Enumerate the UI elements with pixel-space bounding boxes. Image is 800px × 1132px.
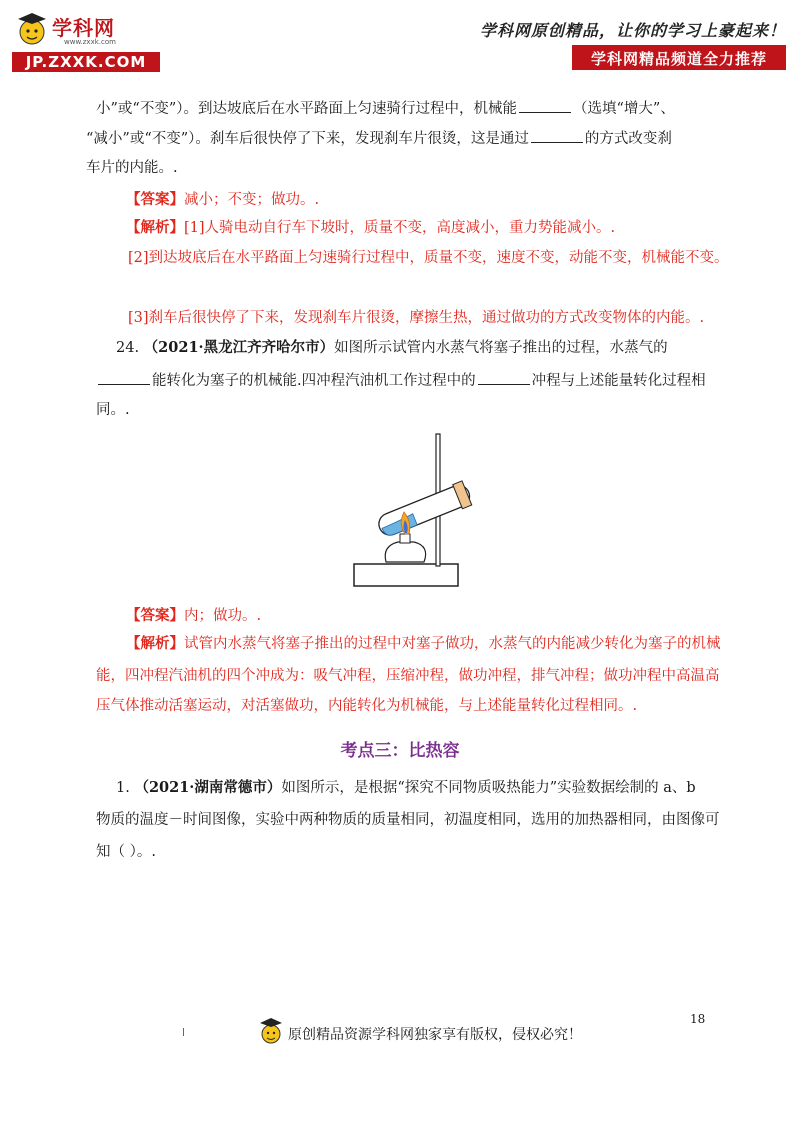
mascot-icon: [14, 10, 50, 50]
explanation-tag: 【解析】: [126, 219, 184, 236]
explanation-line: [3]刹车后很快停了下来，发现刹车片很烫，摩擦生热，通过做功的方式改变物体的内能。.: [128, 310, 705, 326]
answer-blank: [98, 370, 150, 385]
answer-tag: 【答案】: [126, 191, 184, 208]
text-segment: 冲程与上述能量转化过程相: [531, 373, 706, 389]
explanation-line: [2]到达坡底后在水平路面上匀速骑行过程中，质量不变，速度不变，动能不变，机械能不变。: [128, 250, 729, 266]
question-source: （2021·黑龙江齐齐哈尔市）: [143, 339, 335, 356]
answer-tag: 【答案】: [126, 607, 184, 624]
text-line: 同。.: [96, 402, 130, 418]
logo-url: JP.ZXXK.COM: [25, 53, 147, 71]
banner-text: 学科网精品频道全力推荐: [590, 50, 767, 68]
answer-blank: [478, 370, 530, 385]
text-segment: （选填“增大”、: [573, 101, 675, 117]
text-segment: 小”或“不变”）。到达坡底后在水平路面上匀速骑行过程中，机械能: [96, 101, 517, 117]
question-source: （2021·湖南常德市）: [134, 779, 282, 796]
test-tube-apparatus-figure: [352, 430, 478, 592]
explanation-tag: 【解析】: [126, 635, 184, 652]
margin-mark: [183, 1028, 184, 1036]
site-logo: [12, 10, 162, 74]
stand-base: [354, 564, 458, 586]
text-segment: 能转化为塞子的机械能.四冲程汽油机工作过程中的: [152, 373, 476, 389]
answer-text: 内；做功。.: [184, 608, 262, 624]
explanation-line: 能，四冲程汽油机的四个冲成为：吸气冲程，压缩冲程，做功冲程，排气冲程；做功冲程中高温高: [96, 668, 720, 684]
text-segment: 的方式改变刹: [584, 131, 672, 147]
question-number: 1.: [116, 780, 130, 796]
answer-line: [126, 606, 261, 626]
text-line: 知（ ）。.: [96, 844, 156, 860]
answer-blank: [519, 98, 571, 113]
question-1: [116, 778, 696, 798]
mascot-icon: [258, 1016, 284, 1048]
answer-line: [126, 190, 319, 210]
text-line: [96, 370, 706, 391]
explanation-text: 试管内水蒸气将塞子推出的过程中对塞子做功，水蒸气的内能减少转化为塞子的机械: [184, 636, 721, 652]
question-text: 如图所示试管内水蒸气将塞子推出的过程，水蒸气的: [334, 340, 668, 356]
explanation-line: 压气体推动活塞运动，对活塞做功，内能转化为机械能，与上述能量转化过程相同。.: [96, 698, 638, 714]
explanation-line: [126, 634, 721, 654]
question-24: [116, 338, 668, 358]
text-line: [96, 98, 675, 119]
header-slogan: 学科网原创精品，让你的学习上豪起来！: [479, 21, 786, 40]
explanation-text: [1]人骑电动自行车下坡时，质量不变，高度减小，重力势能减小。.: [184, 220, 616, 236]
question-text: 如图所示，是根据“探究不同物质吸热能力”实验数据绘制的 a、b: [281, 780, 696, 796]
explanation-line: [126, 218, 615, 238]
copyright-text: 原创精品资源学科网独家享有版权，侵权必究！: [288, 1027, 582, 1043]
logo-url-bar: [12, 52, 160, 72]
answer-text: 减小；不变；做功。.: [184, 192, 320, 208]
text-line: 物质的温度－时间图像，实验中两种物质的质量相同，初温度相同，选用的加热器相同，由图像可: [96, 812, 720, 828]
answer-blank: [531, 128, 583, 143]
text-line: [86, 128, 672, 149]
section-heading: 考点三：比热容: [340, 741, 460, 761]
text-line: 车片的内能。.: [86, 160, 178, 176]
logo-subtitle: www.zxxk.com: [64, 38, 116, 46]
alcohol-burner: [385, 542, 425, 562]
text-segment: “减小”或“不变”）。刹车后很快停了下来，发现刹车片很烫，这是通过: [86, 131, 529, 147]
logo-title: 学科网: [52, 16, 115, 40]
page-number: 18: [690, 1012, 706, 1026]
header-banner: [572, 45, 786, 70]
question-number: 24.: [116, 340, 140, 356]
